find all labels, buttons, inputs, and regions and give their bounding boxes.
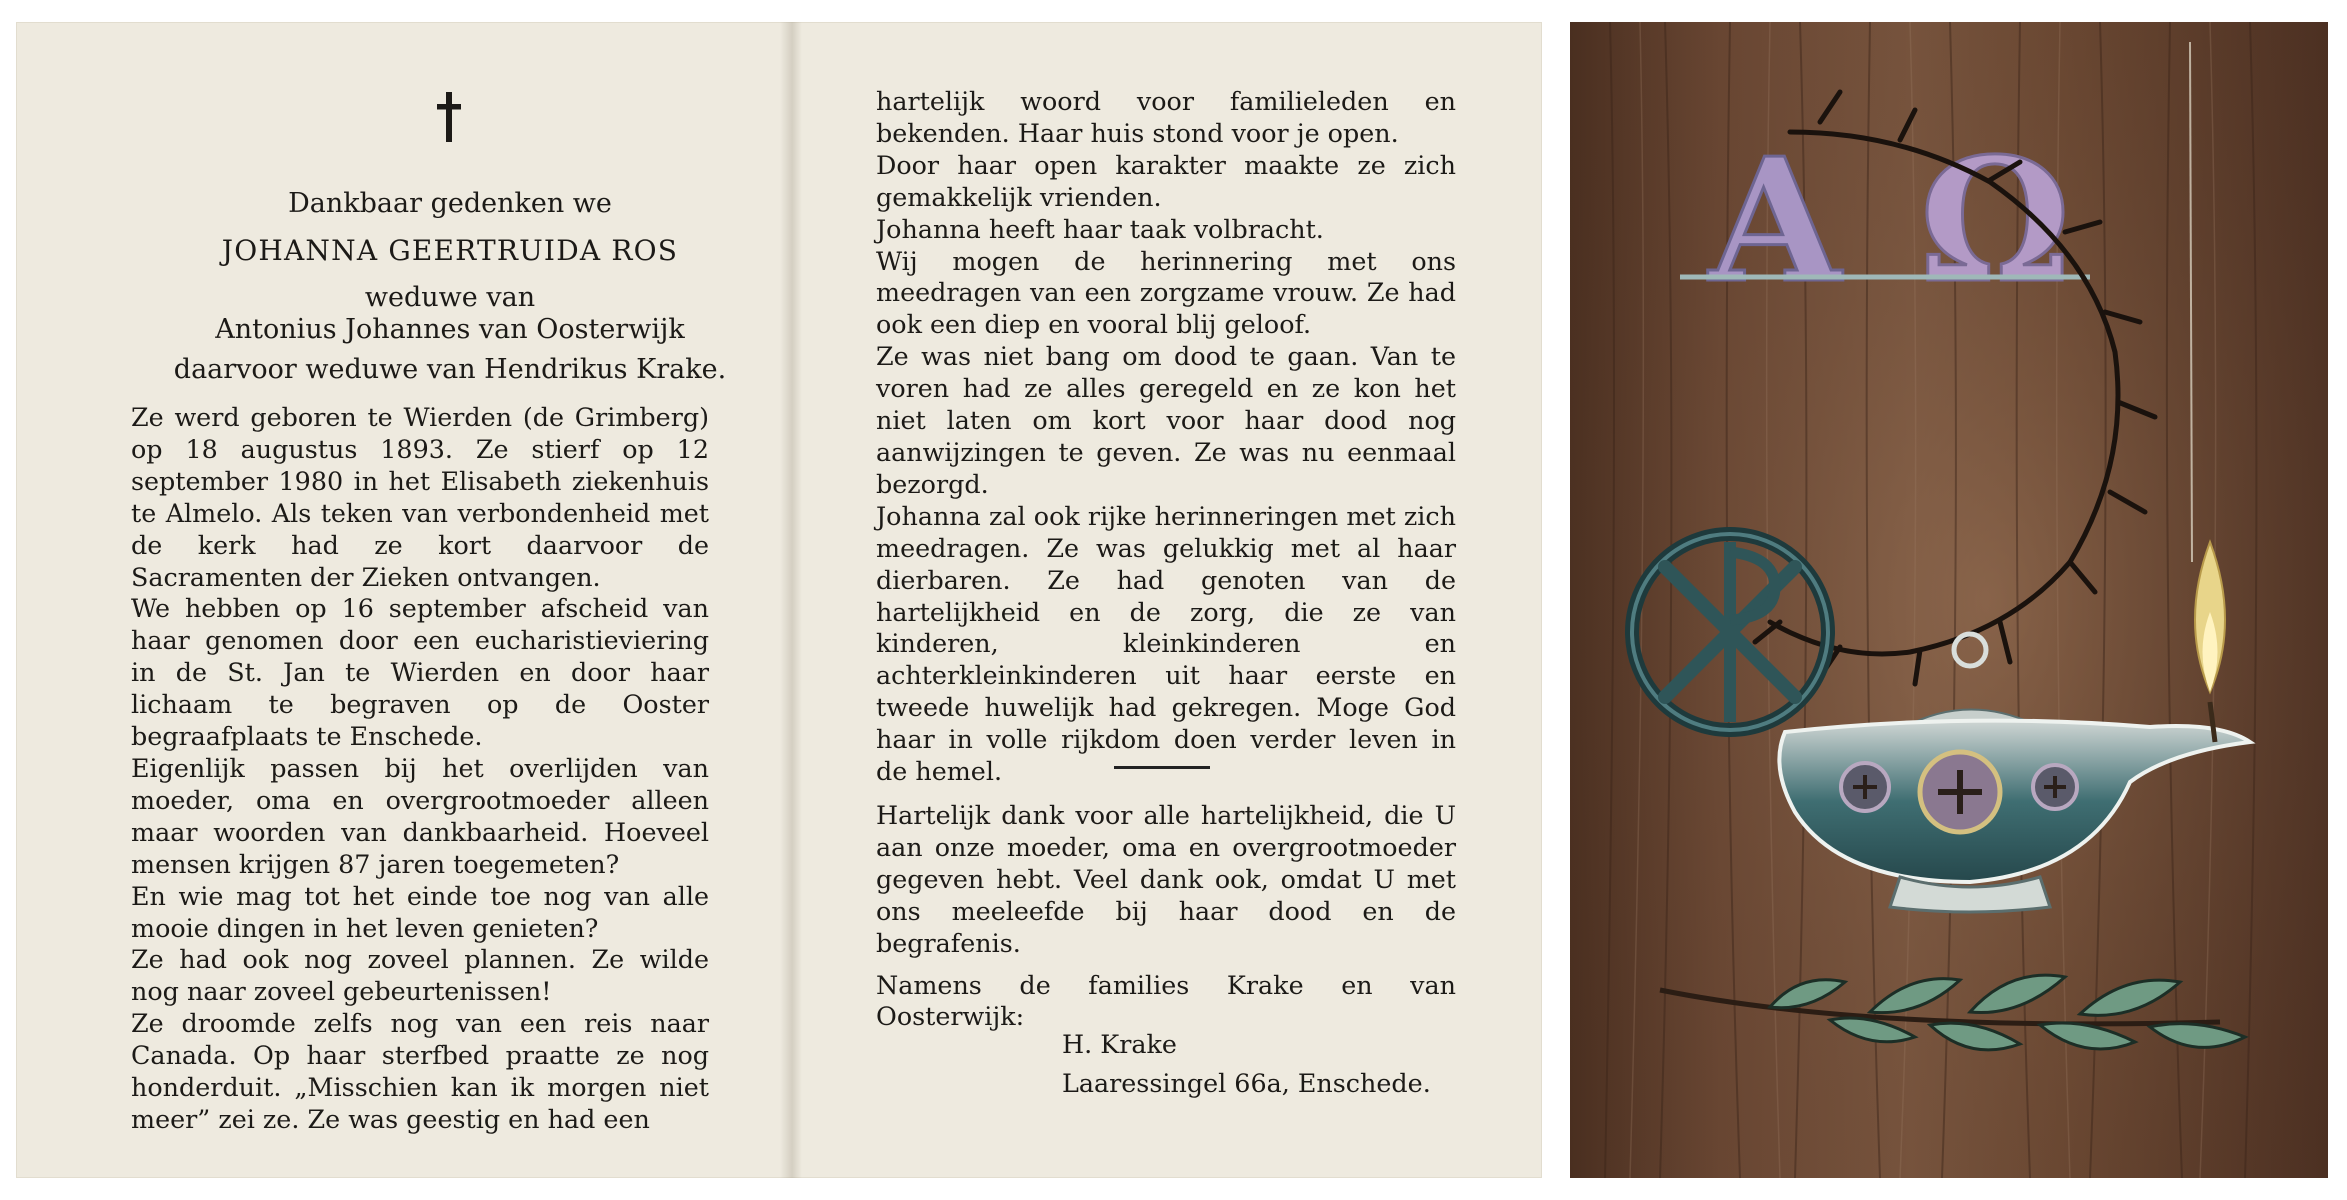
signature-address: Laaressingel 66a, Enschede.	[1062, 1068, 1431, 1098]
intro-line: Dankbaar gedenken we	[288, 188, 612, 219]
paragraph: Johanna zal ook rijke herinneringen met zich meedragen. Ze was gelukkig met al haar dierbaren. Ze had genoten van de hartelijkheid en de zorg, die ze van kinderen, kleinkinderen en achterkleinkinderen uit haar eerste en tweede huwelijk had gekregen. Moge God haar in volle rijkdom doen verder leven in de hemel.	[876, 500, 1456, 787]
thank-you-text	[876, 800, 1456, 1033]
artwork-illustration	[1570, 22, 2328, 1178]
cross-icon	[434, 90, 464, 144]
paragraph: Eigenlijk passen bij het overlijden van moeder, oma en overgrootmoeder alleen maar woorden van dankbaarheid. Hoeveel mensen krijgen 87 jaren toegemeten?	[131, 752, 709, 879]
paragraph: Ze droomde zelfs nog van een reis naar Canada. Op haar sterfbed praatte ze nog honderduit. „Misschien kan ik morgen niet meer” zei ze. Ze was geestig en had een	[131, 1008, 709, 1134]
deceased-name: JOHANNA GEERTRUIDA ROS	[221, 234, 679, 267]
paragraph: Namens de families Krake en van Oosterwijk:	[876, 969, 1456, 1032]
previous-husband-line: daarvoor weduwe van Hendrikus Krake.	[173, 354, 727, 385]
section-divider	[1114, 766, 1210, 769]
paragraph: We hebben op 16 september afscheid van haar genomen door een eucharistieviering in de St. Jan te Wierden en door haar lichaam te begraven op de Ooster begraafplaats te Enschede.	[131, 593, 709, 752]
husband-name: Antonius Johannes van Oosterwijk	[215, 314, 685, 345]
memorial-card	[16, 22, 1542, 1178]
paragraph: En wie mag tot het einde toe nog van alle mooie dingen in het leven genieten?	[131, 880, 709, 943]
paragraph: Johanna heeft haar taak volbracht.	[876, 213, 1324, 244]
svg-text:Α: Α	[1709, 121, 1841, 321]
paragraph: Ze was niet bang om dood te gaan. Van te voren had ze alles geregeld en ze kon het niet laten om kort voor haar dood nog aanwijzingen te geven. Ze was nu eenmaal bezorgd.	[876, 341, 1456, 499]
paragraph: hartelijk woord voor familieleden en bekenden. Haar huis stond voor je open.	[876, 86, 1456, 148]
widow-of-line: weduwe van	[364, 282, 536, 313]
paragraph: Ze had ook nog zoveel plannen. Ze wilde nog naar zoveel gebeurtenissen!	[131, 944, 709, 1007]
paragraph: Wij mogen de herinnering met ons meedragen van een zorgzame vrouw. Ze had ook een diep en vooral blij geloof.	[876, 245, 1456, 340]
paragraph: Hartelijk dank voor alle hartelijkheid, die U aan onze moeder, oma en overgrootmoeder gegeven hebt. Veel dank ook, omdat U met ons meeleefde bij haar dood en de begrafenis.	[876, 800, 1456, 958]
svg-text:Ω: Ω	[1919, 121, 2071, 321]
artwork-panel	[1570, 22, 2328, 1178]
paragraph: Door haar open karakter maakte ze zich gemakkelijk vrienden.	[876, 149, 1456, 212]
signature-name: H. Krake	[1062, 1029, 1177, 1059]
right-column-text	[876, 86, 1456, 788]
left-column-text	[131, 402, 709, 1136]
paragraph: Ze werd geboren te Wierden (de Grimberg) op 18 augustus 1893. Ze stierf op 12 september 1980 in het Elisabeth ziekenhuis te Almelo. Als teken van verbondenheid met de kerk had ze kort daarvoor de Sacramenten der Zieken ontvangen.	[131, 402, 709, 592]
